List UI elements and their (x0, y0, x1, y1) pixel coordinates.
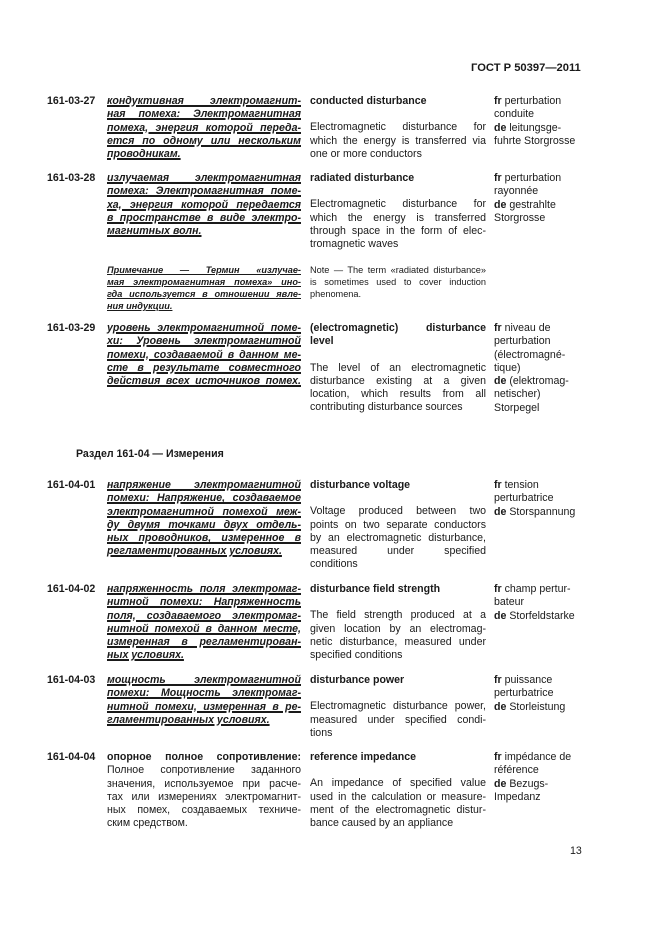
entry-number: 161-04-03 (47, 674, 96, 686)
en-line: bance caused by an appliance (310, 817, 454, 830)
ru-line: нитной помехи: Напряженность (107, 596, 301, 609)
ru-line: проводникам. (107, 148, 181, 161)
english-term: radiated disturbance (310, 172, 415, 184)
english-term: disturbance field strength (310, 583, 441, 595)
en-line: by an electromagnetic disturbance, (310, 531, 486, 544)
ru-line: нитной помехой в данном месте, (107, 622, 301, 635)
standard-header: ГОСТ Р 50397—2011 (471, 62, 581, 74)
en-line: An impedance of specified value (310, 777, 486, 790)
en-line: The level of an electromagnetic (310, 361, 486, 374)
other-languages (494, 751, 594, 804)
note-line: гда используется в отношении явле- (107, 289, 301, 299)
ru-line: напряжение электромагнитной (107, 479, 301, 491)
english-term: level (310, 335, 334, 348)
en-line: Electromagnetic disturbance power, (310, 700, 486, 713)
en-line: used in the calculation or measure- (310, 790, 486, 803)
ru-line: хи: Уровень электромагнитной (107, 335, 301, 348)
ru-line: измеренная в регламентирован- (107, 636, 301, 649)
ru-line: ных условиях. (107, 649, 184, 662)
entry-number: 161-03-27 (47, 95, 96, 107)
ru-line: регламентированных условиях. (107, 545, 282, 558)
en-line: Electromagnetic disturbance for (310, 198, 486, 211)
english-definition (310, 95, 486, 161)
other-languages (494, 172, 594, 225)
en-line: ment of the electromagnetic distur- (310, 803, 486, 816)
lang-line: fr champ pertur- (494, 583, 571, 595)
lang-line: rayonnée (494, 185, 539, 198)
english-definition (310, 322, 486, 415)
english-text (310, 700, 486, 740)
ru-line: ная помеха: Электромагнитная (107, 108, 301, 121)
russian-definition (107, 172, 301, 238)
other-languages (494, 674, 594, 714)
lang-line: perturbatrice (494, 492, 554, 505)
lang-line: (électromagné- (494, 348, 566, 361)
other-languages (494, 322, 594, 415)
lang-line: fr perturbation (494, 95, 562, 107)
english-term: reference impedance (310, 751, 416, 763)
en-line: given location by an electromag- (310, 622, 486, 635)
ru-line: ха, энергия которой передается (107, 198, 301, 211)
lang-line: référence (494, 764, 539, 777)
ru-line: гламентированных условиях. (107, 713, 270, 726)
note-line: Примечание — Термин «излучае- (107, 265, 301, 275)
en-line: Electromagnetic disturbance for (310, 121, 486, 134)
ru-term: опорное полное сопротивление: (107, 751, 301, 763)
entry-number: 161-03-28 (47, 172, 96, 184)
ru-line: ных помех, создаваемых техниче- (107, 804, 301, 817)
ru-line: тах или измерениях электромагнит- (107, 790, 301, 803)
lang-line: netischer) (494, 388, 541, 401)
lang-line: Storpegel (494, 401, 540, 414)
ru-line: Полное сопротивление заданного (107, 764, 301, 777)
page-number: 13 (570, 845, 582, 857)
entry-number: 161-03-29 (47, 322, 96, 334)
english-term: disturbance voltage (310, 479, 411, 491)
en-line: points on two separate conductors (310, 518, 486, 531)
lang-line: fr puissance (494, 674, 553, 686)
ru-line: ных проводников, измеренное в (107, 532, 301, 545)
ru-line: поля, создаваемого электромаг- (107, 609, 301, 622)
lang-line: de (elektromag- (494, 375, 569, 388)
section-heading: Раздел 161-04 — Измерения (76, 448, 224, 460)
en-line: which the energy is transferred via (310, 134, 486, 147)
lang-line: Storgrosse (494, 211, 546, 224)
note-line: мая электромагнитная помеха» ино- (107, 277, 301, 287)
ru-line: значения, используемое при расче- (107, 777, 301, 790)
lang-line: fr niveau de (494, 322, 551, 334)
entry-number: 161-04-01 (47, 479, 96, 491)
lang-line: fr impédance de (494, 751, 572, 763)
lang-line: fr tension (494, 479, 539, 491)
en-line: measured under specified (310, 545, 486, 558)
en-line: measured under specified condi- (310, 713, 486, 726)
english-text (310, 505, 486, 571)
en-line: contributing disturbance sources (310, 401, 463, 414)
lang-line: de Storleistung (494, 700, 566, 713)
ru-line: в пространстве в виде электро- (107, 211, 301, 224)
english-text (310, 777, 486, 830)
lang-line: tique) (494, 361, 521, 374)
en-line: conditions (310, 558, 358, 571)
russian-definition (107, 751, 301, 831)
ru-line: помехи, создаваемой в данном ме- (107, 348, 301, 361)
entry-number: 161-04-04 (47, 751, 96, 763)
lang-line: conduite (494, 108, 535, 121)
ru-line: излучаемая электромагнитная (107, 172, 301, 184)
ru-line: напряженность поля электромаг- (107, 583, 301, 595)
ru-line: помеха, энергия которой переда- (107, 121, 301, 134)
russian-definition (107, 583, 301, 663)
en-line: which the energy is transferred (310, 211, 486, 224)
other-languages (494, 583, 594, 623)
lang-line: de leitungsge- (494, 121, 562, 134)
en-line: one or more conductors (310, 147, 422, 160)
en-line: tromagnetic waves (310, 238, 399, 251)
ru-line: электромагнитной помехой меж- (107, 505, 301, 518)
english-text (310, 121, 486, 161)
en-line: netic disturbance, measured under (310, 635, 486, 648)
lang-line: perturbation (494, 335, 551, 348)
english-text (310, 362, 486, 415)
english-definition (310, 751, 486, 830)
ru-line: ским средством. (107, 817, 188, 830)
russian-note (107, 264, 301, 312)
lang-line: fuhrte Storgrosse (494, 134, 576, 147)
note-line: ния индукции. (107, 301, 173, 311)
ru-line: ду двумя точками двух отдель- (107, 518, 301, 531)
russian-definition (107, 479, 301, 559)
note-line: phenomena. (310, 289, 362, 299)
english-definition (310, 172, 486, 251)
en-line: tions (310, 726, 333, 739)
english-text (310, 609, 486, 662)
en-line: specified conditions (310, 649, 403, 662)
ru-line: мощность электромагнитной (107, 674, 301, 686)
entry-number: 161-04-02 (47, 583, 96, 595)
ru-line: кондуктивная электромагнит- (107, 95, 301, 107)
other-languages (494, 479, 594, 519)
english-term: disturbance power (310, 674, 405, 686)
ru-line: сте в результате совместного (107, 361, 301, 374)
lang-line: fr perturbation (494, 172, 562, 184)
lang-line: Impedanz (494, 790, 541, 803)
ru-line: уровень электромагнитной поме- (107, 322, 301, 334)
ru-line: магнитных волн. (107, 225, 202, 238)
en-line: The field strength produced at a (310, 609, 486, 622)
lang-line: de Bezugs- (494, 777, 549, 790)
en-line: through space in the form of elec- (310, 224, 486, 237)
english-text (310, 198, 486, 251)
english-definition (310, 583, 486, 662)
note-line: is sometimes used to cover induction (310, 277, 486, 287)
ru-line: нитной помехи, измеренная в ре- (107, 700, 301, 713)
en-line: Voltage produced between two (310, 505, 486, 518)
note-line: Note — The term «radiated disturbance» (310, 265, 486, 275)
lang-line: perturbatrice (494, 687, 554, 700)
english-term: conducted disturbance (310, 95, 427, 107)
russian-definition (107, 322, 301, 388)
ru-line: помехи: Мощность электромаг- (107, 687, 301, 700)
russian-definition (107, 95, 301, 161)
en-line: disturbance existing at a given (310, 374, 486, 387)
en-line: location, which results from all (310, 388, 486, 401)
ru-line: помехи: Напряжение, создаваемое (107, 492, 301, 505)
english-note (310, 264, 486, 300)
russian-definition (107, 674, 301, 727)
lang-line: de gestrahlte (494, 198, 556, 211)
ru-line: помеха: Электромагнитная поме- (107, 185, 301, 198)
ru-line: действия всех источников помех. (107, 375, 301, 388)
ru-line: ется по одному или нескольким (107, 134, 301, 147)
english-definition (310, 479, 486, 572)
lang-line: de Storspannung (494, 505, 576, 518)
english-term: (electromagnetic) disturbance (310, 322, 486, 334)
english-definition (310, 674, 486, 740)
lang-line: bateur (494, 596, 525, 609)
other-languages (494, 95, 594, 148)
lang-line: de Storfeldstarke (494, 609, 575, 622)
